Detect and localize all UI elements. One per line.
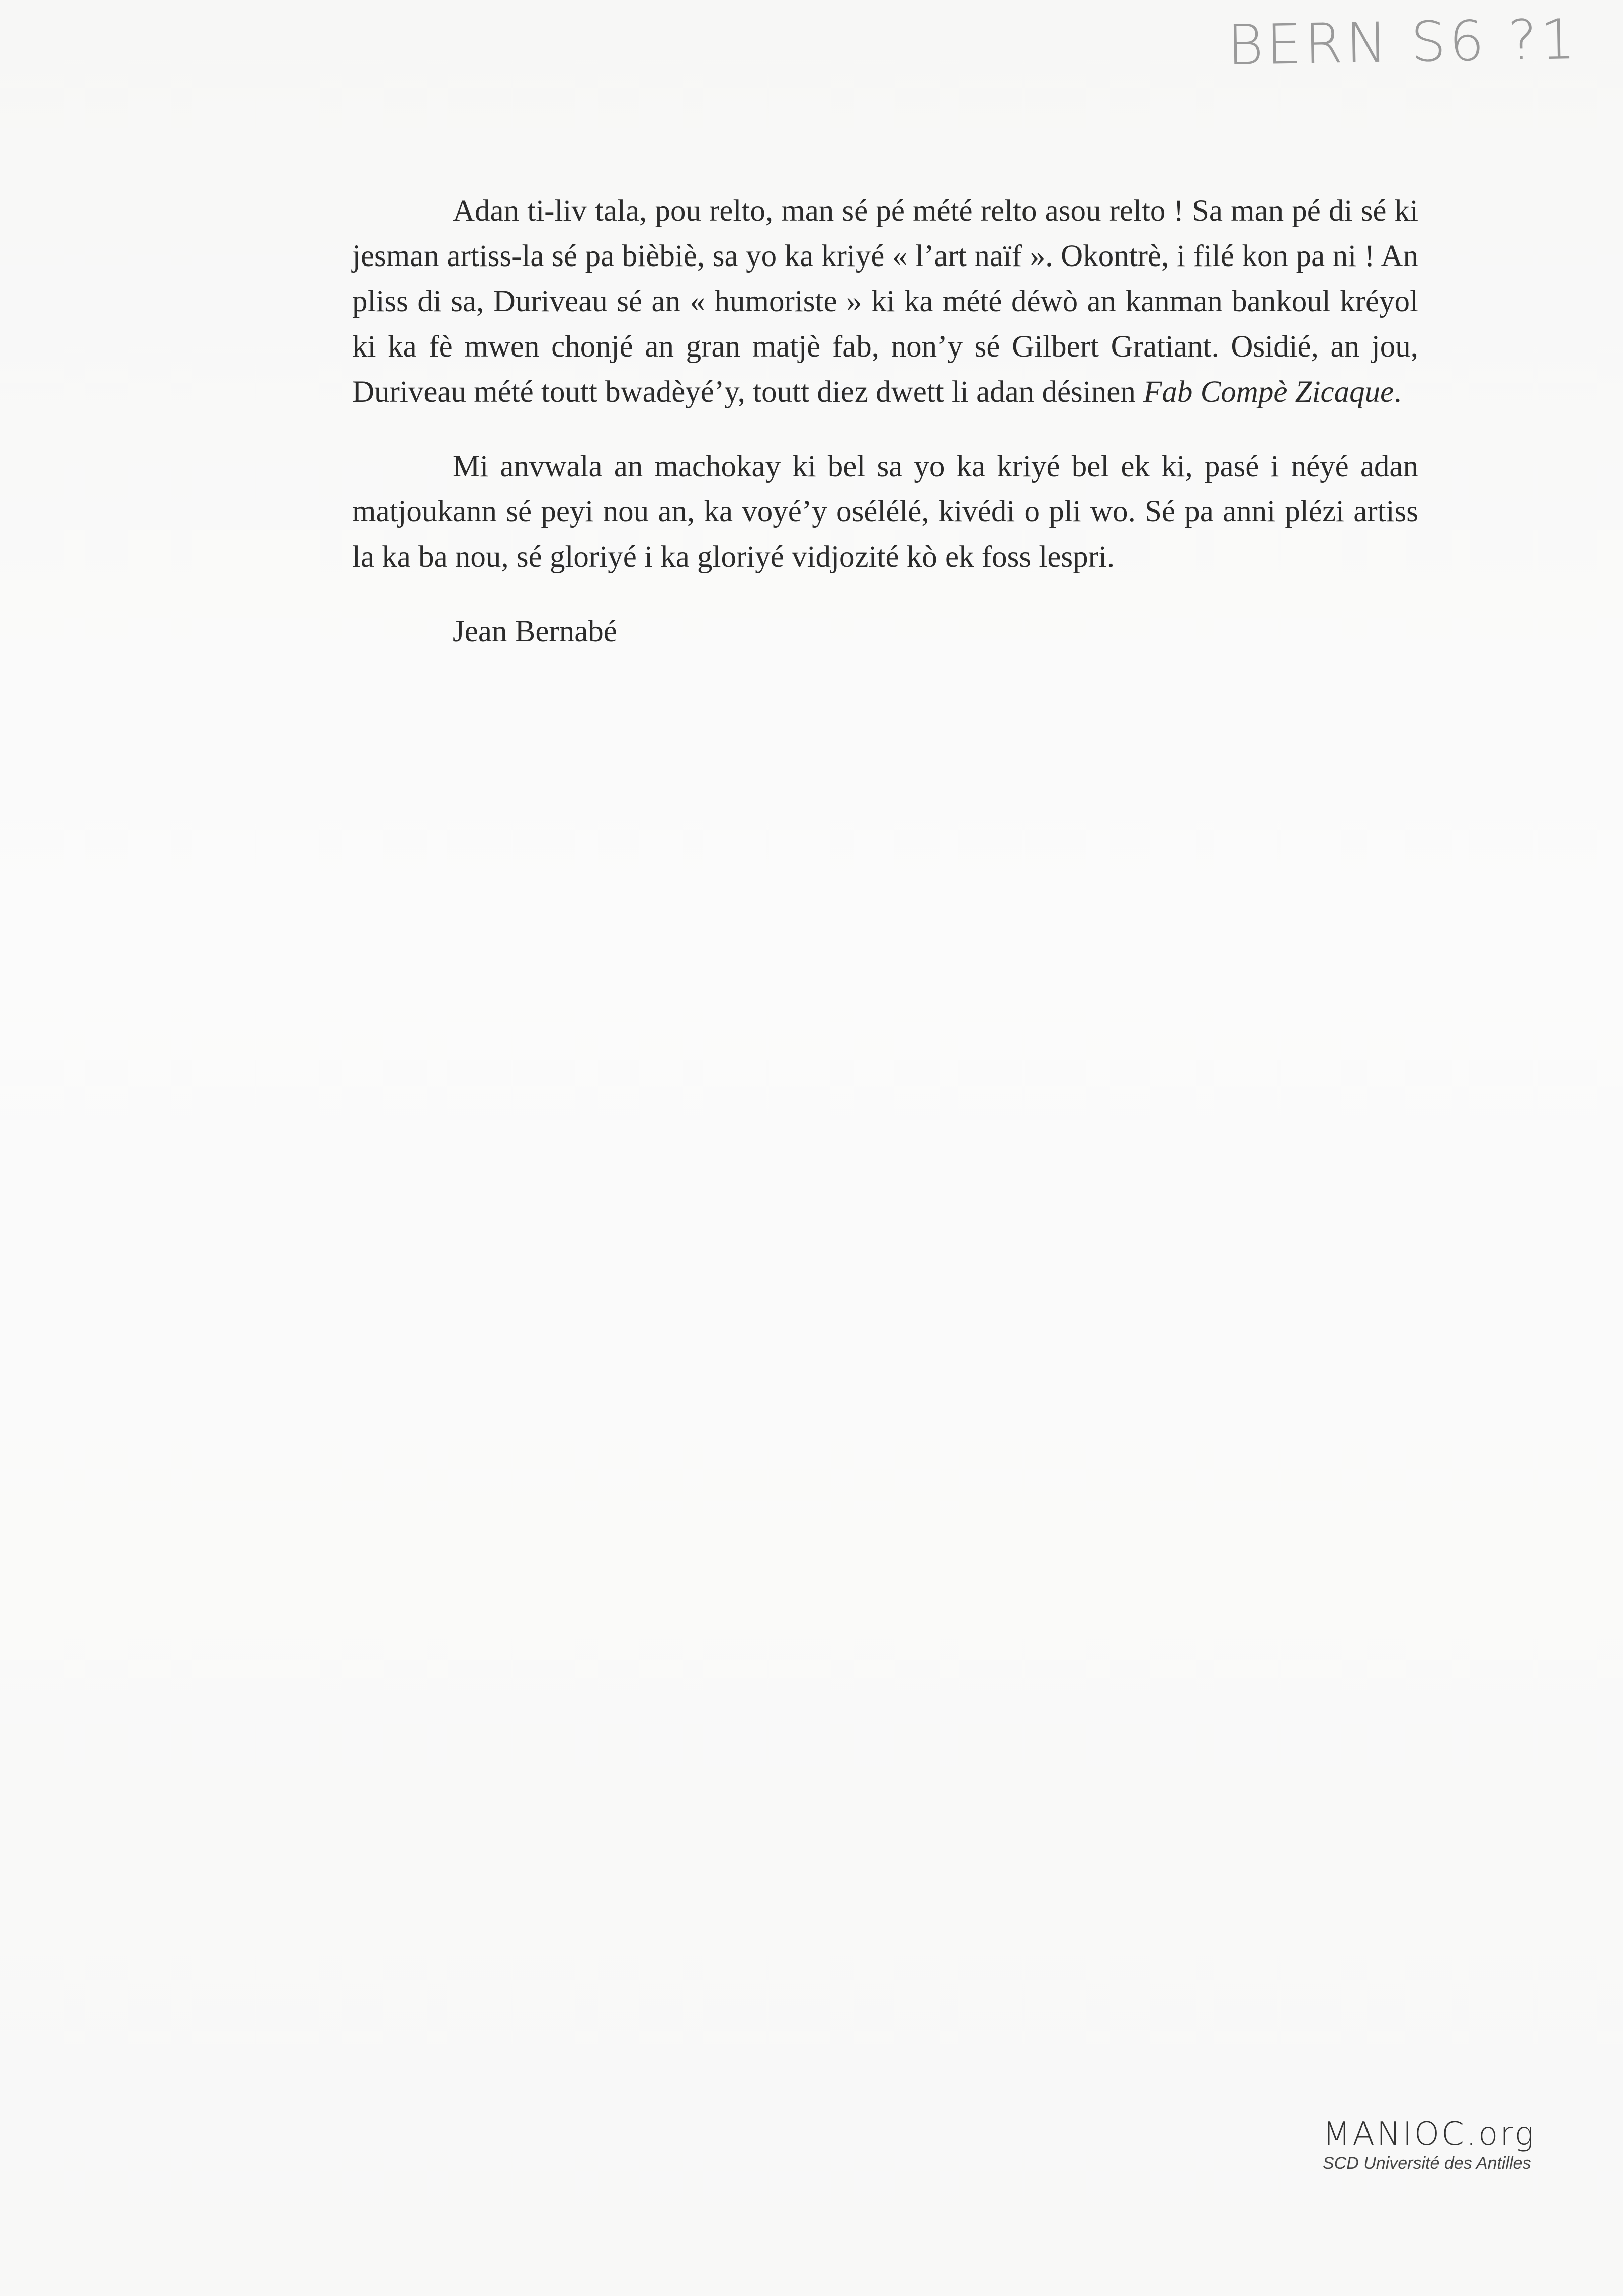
document-body: [352, 189, 1418, 654]
paragraph-1: [352, 189, 1418, 415]
book-title: Fab Compè Zicaque: [1143, 375, 1394, 409]
signature: Jean Bernabé: [453, 614, 617, 648]
archive-reference-mark: BERN S6 ?1: [1226, 7, 1579, 78]
paragraph-1-end: .: [1394, 375, 1402, 409]
logo-text: MANIOC.org: [1323, 2115, 1536, 2153]
logo-subtitle: SCD Université des Antilles: [1323, 2154, 1531, 2173]
paragraph-2: Mi anvwala an machokay ki bel sa yo ka kriyé bel ek ki, pasé i néyé adan matjoukann sé peyi nou an, ka voyé’y osélélé, kivédi o pli wo. Sé pa anni plézi artiss la ka ba nou, sé gloriyé i ka gloriyé vidjozité kò ek foss lespri.: [352, 450, 1418, 574]
manioc-logo: [1323, 2116, 1536, 2174]
paragraph-1-text: Adan ti-liv tala, pou relto, man sé pé mété relto asou relto ! Sa man pé di sé ki jesman artiss-la sé pa bièbiè, sa yo ka kriyé « l’art naïf ». Okontrè, i filé kon pa ni ! An pliss di sa, Duriveau sé an « humoriste » ki ka mété déwò an kanman bankoul kréyol ki ka fè mwen chonjé an gran matjè fab, non’y sé Gilbert Gratiant. Osidié, an jou, Duriveau mété toutt bwadèyé’y, toutt diez dwett li adan désinen: [352, 194, 1418, 409]
